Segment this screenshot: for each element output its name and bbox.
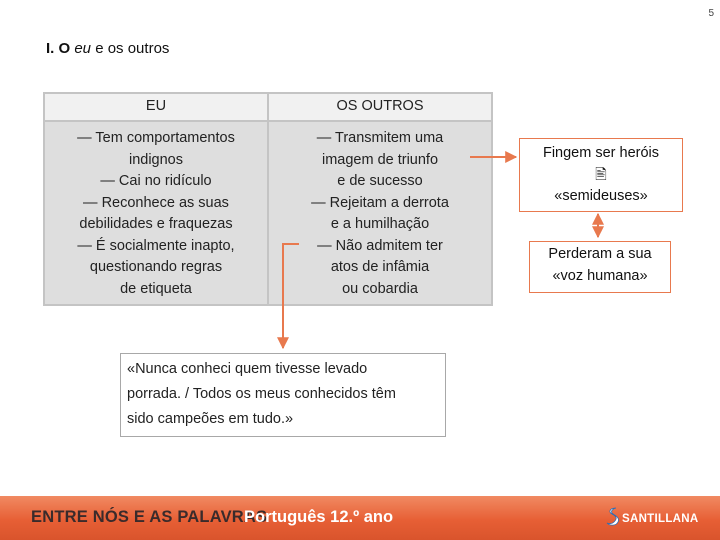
quote-line: «Nunca conheci quem tivesse levado [127, 361, 368, 377]
quote-line: porrada. / Todos os meus conhecidos têm [127, 386, 396, 402]
quote-line: sido campeões em tudo.» [127, 411, 294, 427]
eu-line: — Cai no ridículo [100, 173, 212, 189]
eu-line: — Reconhece as suas [83, 194, 229, 211]
outros-line: atos de infâmia [330, 259, 430, 275]
eu-line: — É socialmente inapto, [77, 237, 235, 254]
header-os-outros: OS OUTROS [268, 93, 492, 121]
eu-line: de etiqueta [120, 280, 192, 297]
heroes-line: «semideuses» [554, 188, 648, 204]
eu-line: indignos [128, 151, 183, 168]
arrow-to-quote [283, 244, 299, 348]
footer-bar [0, 496, 720, 540]
voice-line: Perderam a sua [548, 246, 652, 262]
voice-line: «voz humana» [552, 267, 648, 284]
section-title-prefix: I. O [46, 40, 75, 57]
outros-line: — Transmitem uma [316, 130, 444, 146]
eu-line: debilidades e fraquezas [79, 216, 233, 232]
footer-subtitle: Português 12.º ano [244, 508, 394, 526]
section-title-suffix: e os outros [91, 40, 170, 57]
santillana-logo-icon [604, 506, 622, 528]
eu-line: — Tem comportamentos [77, 130, 235, 146]
outros-line: — Não admitem ter [317, 237, 443, 254]
outros-line: imagem de triunfo [321, 151, 439, 168]
section-title-emphasis: eu [74, 40, 92, 57]
outros-line: e a humilhação [330, 216, 430, 232]
footer-title: ENTRE NÓS E AS PALAVRAS [31, 508, 268, 526]
page-number: 5 [708, 8, 714, 19]
outros-line: e de sucesso [337, 173, 423, 189]
heroes-line: Fingem ser heróis [542, 145, 660, 161]
header-eu: EU [44, 93, 268, 121]
outros-line: ou cobardia [342, 280, 418, 297]
document-icon: 🖹 [595, 166, 607, 183]
outros-line: — Rejeitam a derrota [311, 194, 449, 211]
brand-name: SANTILLANA [622, 513, 699, 525]
eu-line: questionando regras [89, 259, 223, 275]
